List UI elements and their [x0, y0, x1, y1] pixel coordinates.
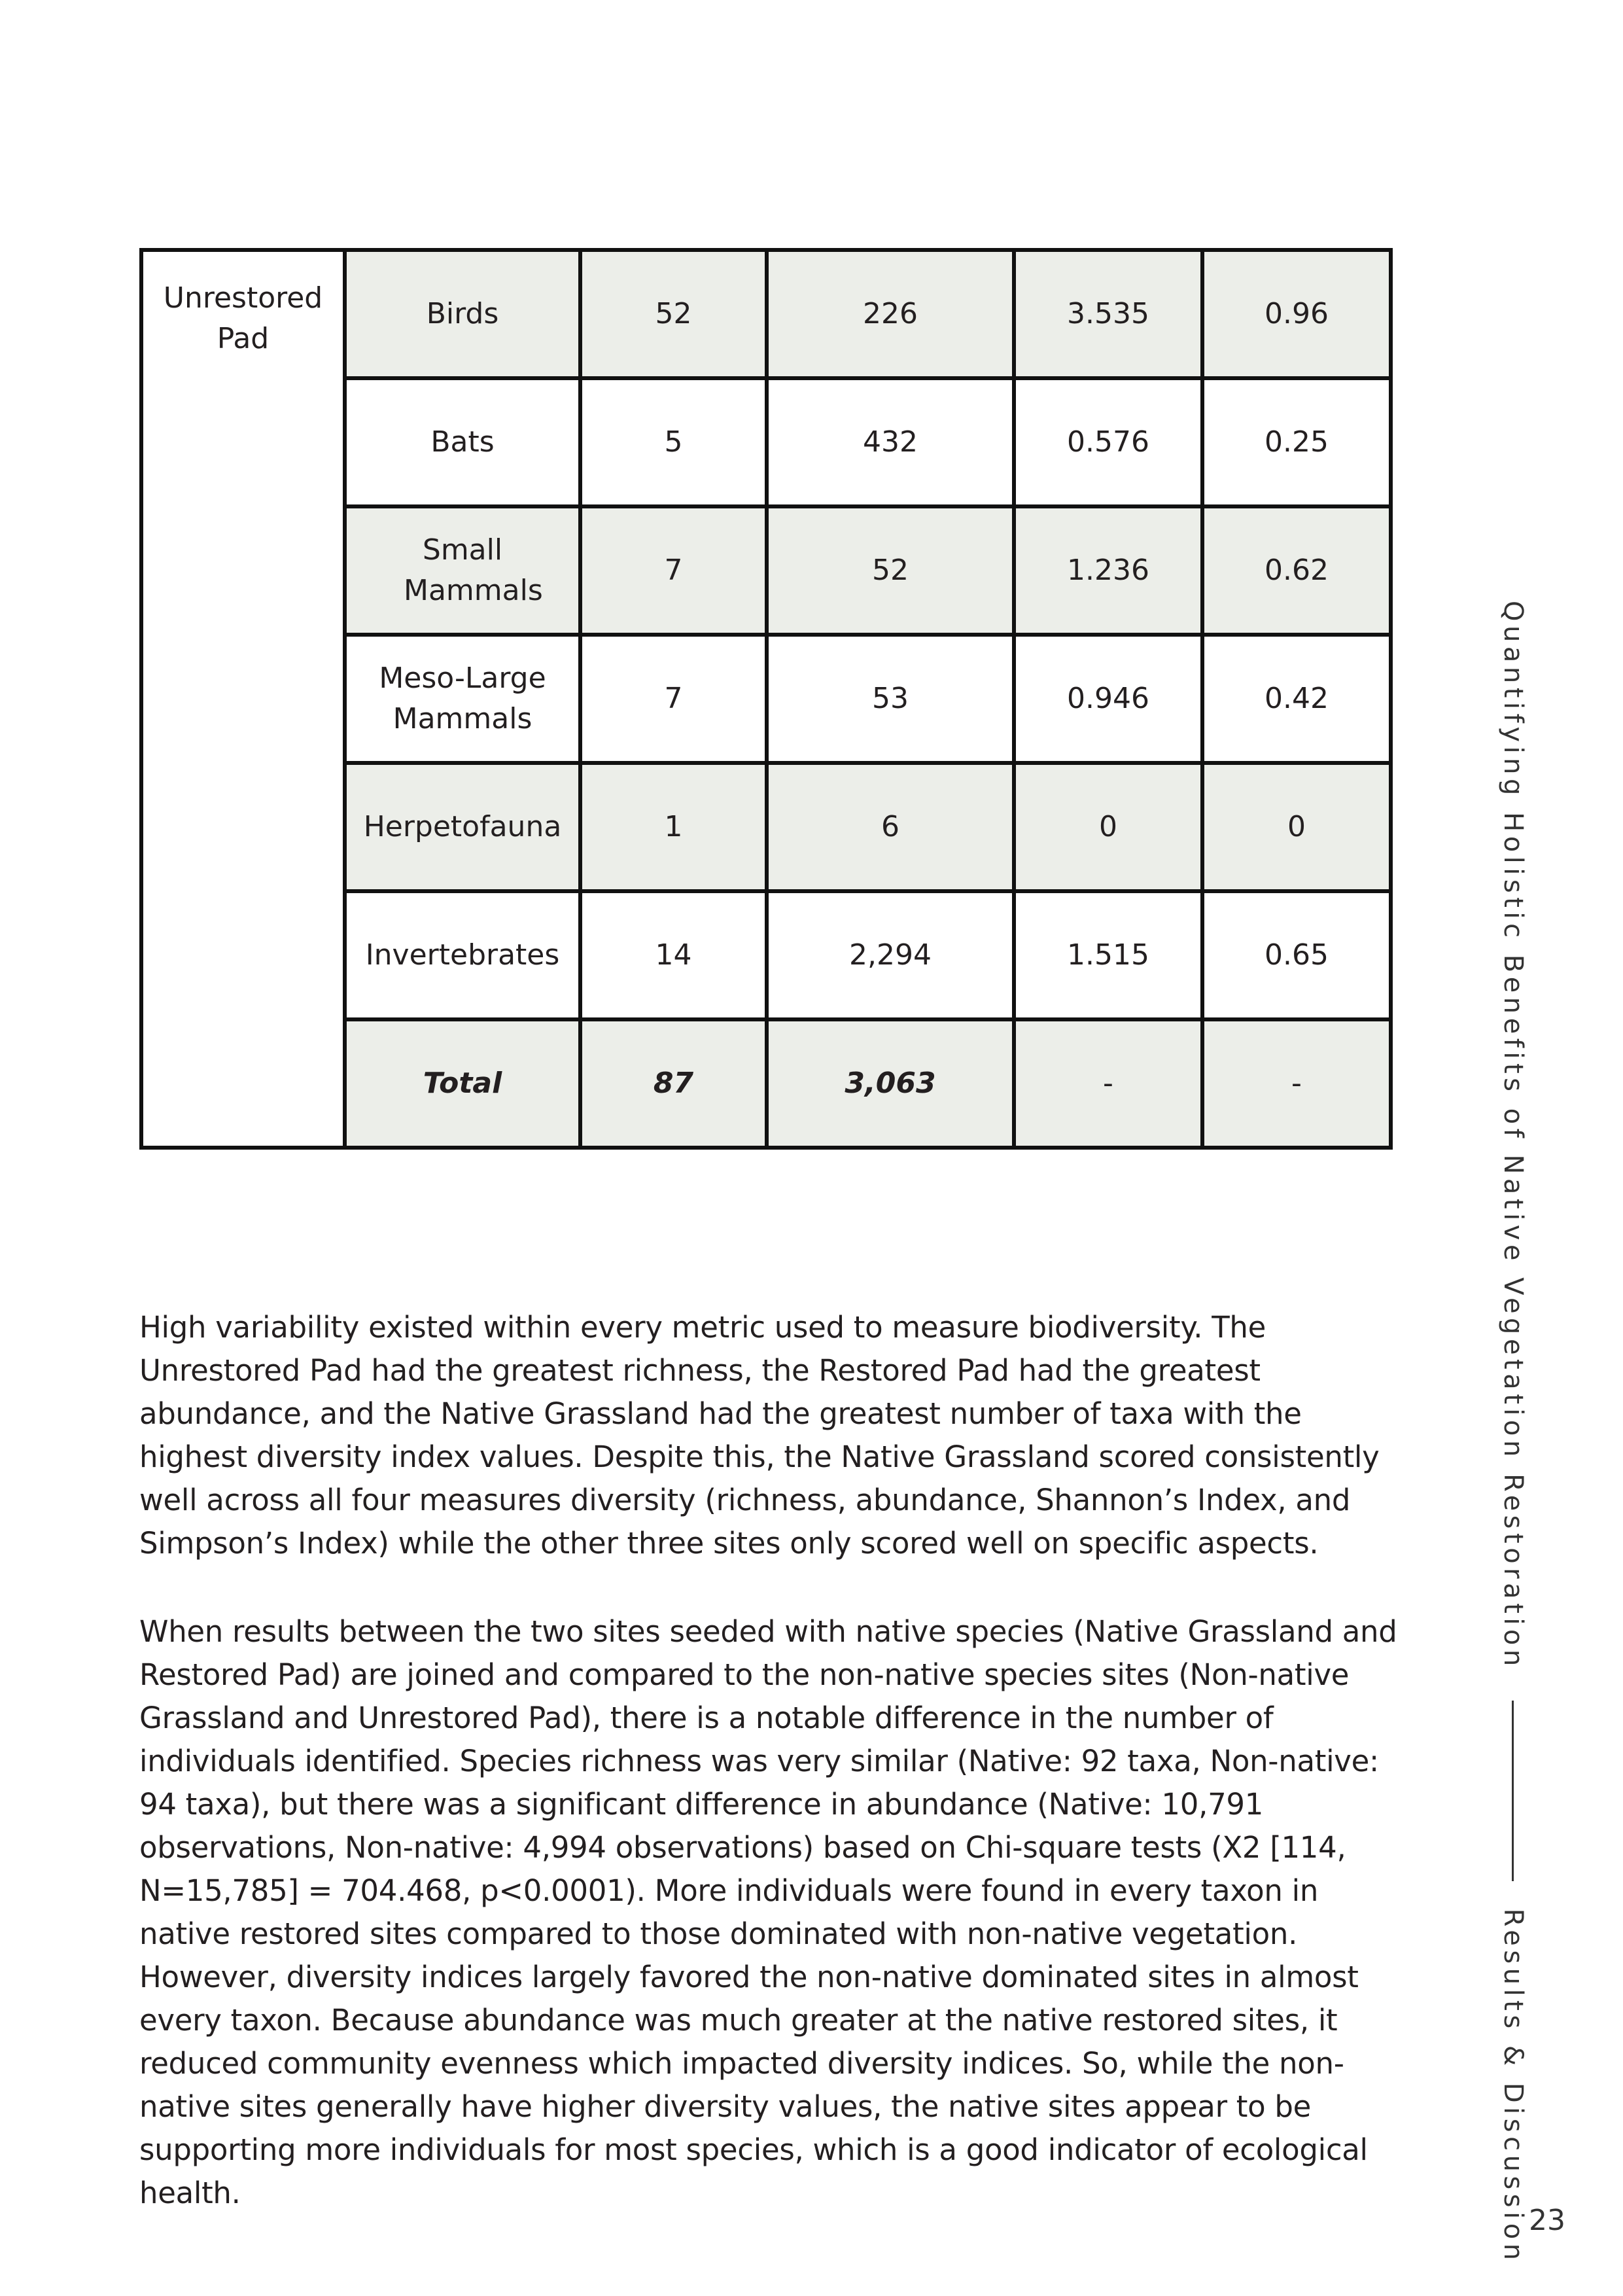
simpson-cell: 0.96 — [1202, 250, 1391, 378]
document-title: Quantifying Holistic Benefits of Native Vegetation Restoration — [1498, 601, 1528, 1670]
richness-cell: 7 — [580, 635, 767, 763]
richness-cell: 14 — [580, 891, 767, 1019]
taxon-cell: Herpetofauna — [345, 763, 580, 891]
running-header — [1488, 601, 1538, 2265]
richness-cell: 52 — [580, 250, 767, 378]
body-paragraph: When results between the two sites seeded with native species (Native Grassland and Restored Pad) are joined and compared to the non-native species sites (Non-native Grassland and Unrestored Pad), there is a notable difference in the number of individuals identified. Species richness was very similar (Native: 92 taxa, Non-native: 94 taxa), but there was a significant difference in abundance (Native: 10,791 observations, Non-native: 4,994 observations) based on Chi-square tests (X2 [114, N=15,785] = 704.468, p<0.0001). More individuals were found in every taxon in native restored sites compared to those dominated with non-native vegetation. However, diversity indices largely favored the non-native dominated sites in almost every taxon. Because abundance was much greater at the native restored sites, it reduced community evenness which impacted diversity indices. So, while the non-native sites generally have higher diversity values, the native sites appear to be supporting more individuals for most species, which is a good indicator of ecological health. — [139, 1614, 1397, 2210]
simpson-cell: 0 — [1202, 763, 1391, 891]
simpson-cell: 0.25 — [1202, 378, 1391, 506]
abundance-cell: 52 — [767, 506, 1014, 635]
table-row — [141, 250, 1391, 378]
section-title: Results & Discussion — [1498, 1908, 1528, 2265]
simpson-cell: 0.62 — [1202, 506, 1391, 635]
taxon-cell: Birds — [345, 250, 580, 378]
taxon-cell — [345, 506, 580, 635]
page-number: 23 — [1529, 2204, 1565, 2237]
abundance-cell: 53 — [767, 635, 1014, 763]
abundance-cell: 432 — [767, 378, 1014, 506]
biodiversity-table — [139, 248, 1393, 1150]
richness-cell: 1 — [580, 763, 767, 891]
shannon-cell: 1.236 — [1014, 506, 1202, 635]
abundance-cell: 2,294 — [767, 891, 1014, 1019]
total-shannon: - — [1014, 1019, 1202, 1148]
shannon-cell: 3.535 — [1014, 250, 1202, 378]
simpson-cell: 0.42 — [1202, 635, 1391, 763]
taxon-text: Small Mammals — [404, 533, 543, 607]
simpson-cell: 0.65 — [1202, 891, 1391, 1019]
total-simpson: - — [1202, 1019, 1391, 1148]
shannon-cell: 1.515 — [1014, 891, 1202, 1019]
total-abundance: 3,063 — [767, 1019, 1014, 1148]
header-divider — [1512, 1701, 1514, 1881]
shannon-cell: 0.946 — [1014, 635, 1202, 763]
taxon-cell: Invertebrates — [345, 891, 580, 1019]
abundance-cell: 226 — [767, 250, 1014, 378]
taxon-cell — [345, 635, 580, 763]
richness-cell: 7 — [580, 506, 767, 635]
shannon-cell: 0 — [1014, 763, 1202, 891]
taxon-text: Meso-Large Mammals — [379, 662, 546, 735]
site-label: Unrestored Pad — [141, 250, 345, 1148]
taxon-cell: Bats — [345, 378, 580, 506]
total-richness: 87 — [580, 1019, 767, 1148]
richness-cell: 5 — [580, 378, 767, 506]
total-label: Total — [345, 1019, 580, 1148]
shannon-cell: 0.576 — [1014, 378, 1202, 506]
abundance-cell: 6 — [767, 763, 1014, 891]
body-paragraph: High variability existed within every metric used to measure biodiversity. The Unrestored Pad had the greatest richness, the Restored Pad had the greatest abundance, and the Native Grassland had the greatest number of taxa with the highest diversity index values. Despite this, the Native Grassland scored consistently well across all four measures diversity (richness, abundance, Shannon’s Index, and Simpson’s Index) while the other three sites only scored well on specific aspects. — [139, 1310, 1380, 1561]
